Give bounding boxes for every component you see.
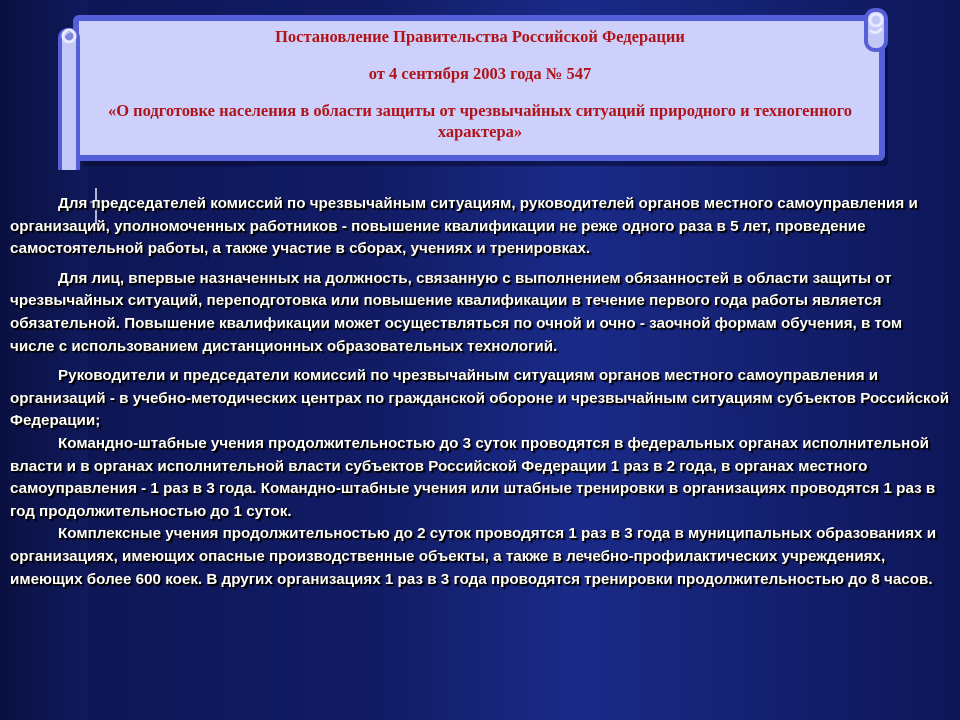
decree-subject: «О подготовке населения в области защиты от чрезвычайных ситуаций природного и техногенного характера» [107,101,853,141]
scroll-left-roll [60,30,78,170]
body-text [10,193,950,591]
paragraph-command-staff-exercises: Командно-штабные учения продолжительностью до 3 суток проводятся в федеральных органах исполнительной власти и в органах исполнительной власти субъектов Российской Федерации 1 раз в 2 года, в органах местного самоуправления - 1 раз в 3 года. Командно-штабные учения или штабные тренировки в организациях проводятся 1 раз в год продолжительностью до 1 суток. [10,434,936,520]
paragraph-new-appointees: Для лиц, впервые назначенных на должность, связанную с выполнением обязанностей в области защиты от чрезвычайных ситуаций, переподготовка или повышение квалификации в течение первого года работы является обязательной. Повышение квалификации может осуществляться по очной и очно - заочной формам обучения, в том числе с использованием дистанционных образовательных технологий. [10,269,903,355]
paragraph-training-centers: Руководители и председатели комиссий по чрезвычайным ситуациям органов местного самоуправления и организаций - в учебно-методических центрах по гражданской обороне и чрезвычайным ситуациям субъектов Российской Федерации; [10,367,950,430]
paragraph-chairmen-training: Для председателей комиссий по чрезвычайным ситуациям, руководителей органов местного самоуправления и организаций, уполномоченных работников - повышение квалификации не реже одного раза в 5 лет, проведение самостоятельной работы, а также участие в сборах, учениях и тренировках. [10,195,918,258]
decree-heading [80,26,880,142]
decree-date-number: от 4 сентября 2003 года № 547 [368,64,592,83]
paragraph-complex-exercises: Комплексные учения продолжительностью до 2 суток проводятся 1 раз в 3 года в муниципальных образованиях и организациях, имеющих опасные производственные объекты, а также в лечебно-профилактических учреждениях, имеющих более 600 коек. В других организациях 1 раз в 3 года проводятся тренировки продолжительностью до 8 часов. [10,525,937,588]
decree-title: Постановление Правительства Российской Федерации [275,27,685,46]
